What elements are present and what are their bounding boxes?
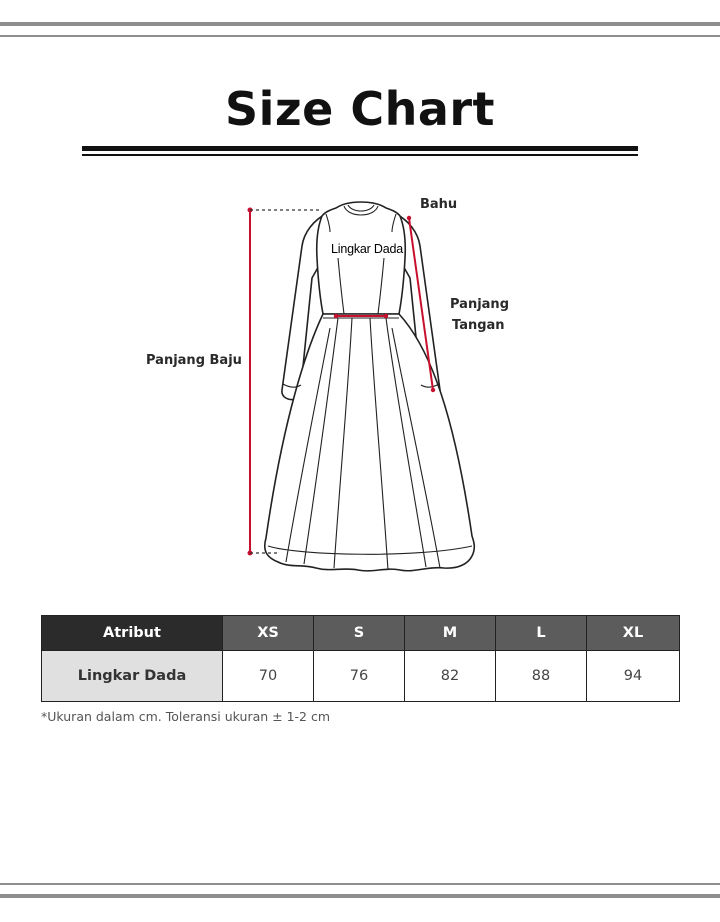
header-size-l: L bbox=[496, 616, 587, 651]
cell-m: 82 bbox=[405, 651, 496, 702]
label-panjang-baju: Panjang Baju bbox=[146, 353, 242, 368]
top-frame-line bbox=[0, 22, 720, 26]
tolerance-note: *Ukuran dalam cm. Toleransi ukuran ± 1-2 cm bbox=[41, 709, 331, 724]
label-lingkar-dada: Lingkar Dada bbox=[331, 242, 403, 256]
dress-diagram bbox=[0, 180, 720, 580]
header-size-xs: XS bbox=[223, 616, 314, 651]
label-panjang-tangan-line1: Panjang bbox=[450, 297, 509, 312]
title-rule-thick bbox=[82, 146, 638, 151]
title-rule-thin bbox=[82, 154, 638, 156]
bottom-frame-line bbox=[0, 894, 720, 898]
header-atribut: Atribut bbox=[42, 616, 223, 651]
page-title: Size Chart bbox=[224, 82, 496, 136]
header-size-xl: XL bbox=[587, 616, 680, 651]
cell-xl: 94 bbox=[587, 651, 680, 702]
cell-l: 88 bbox=[496, 651, 587, 702]
header-size-s: S bbox=[314, 616, 405, 651]
top-frame-line-thin bbox=[0, 35, 720, 37]
header-size-m: M bbox=[405, 616, 496, 651]
label-panjang-tangan-line2: Tangan bbox=[452, 318, 505, 333]
dress-illustration bbox=[0, 180, 720, 580]
label-bahu: Bahu bbox=[420, 197, 458, 212]
row-label-lingkar-dada: Lingkar Dada bbox=[42, 651, 223, 702]
bottom-frame-line-thin bbox=[0, 883, 720, 885]
table-row bbox=[42, 651, 680, 702]
cell-s: 76 bbox=[314, 651, 405, 702]
table-header-row bbox=[42, 616, 680, 651]
cell-xs: 70 bbox=[223, 651, 314, 702]
size-table bbox=[41, 615, 680, 702]
